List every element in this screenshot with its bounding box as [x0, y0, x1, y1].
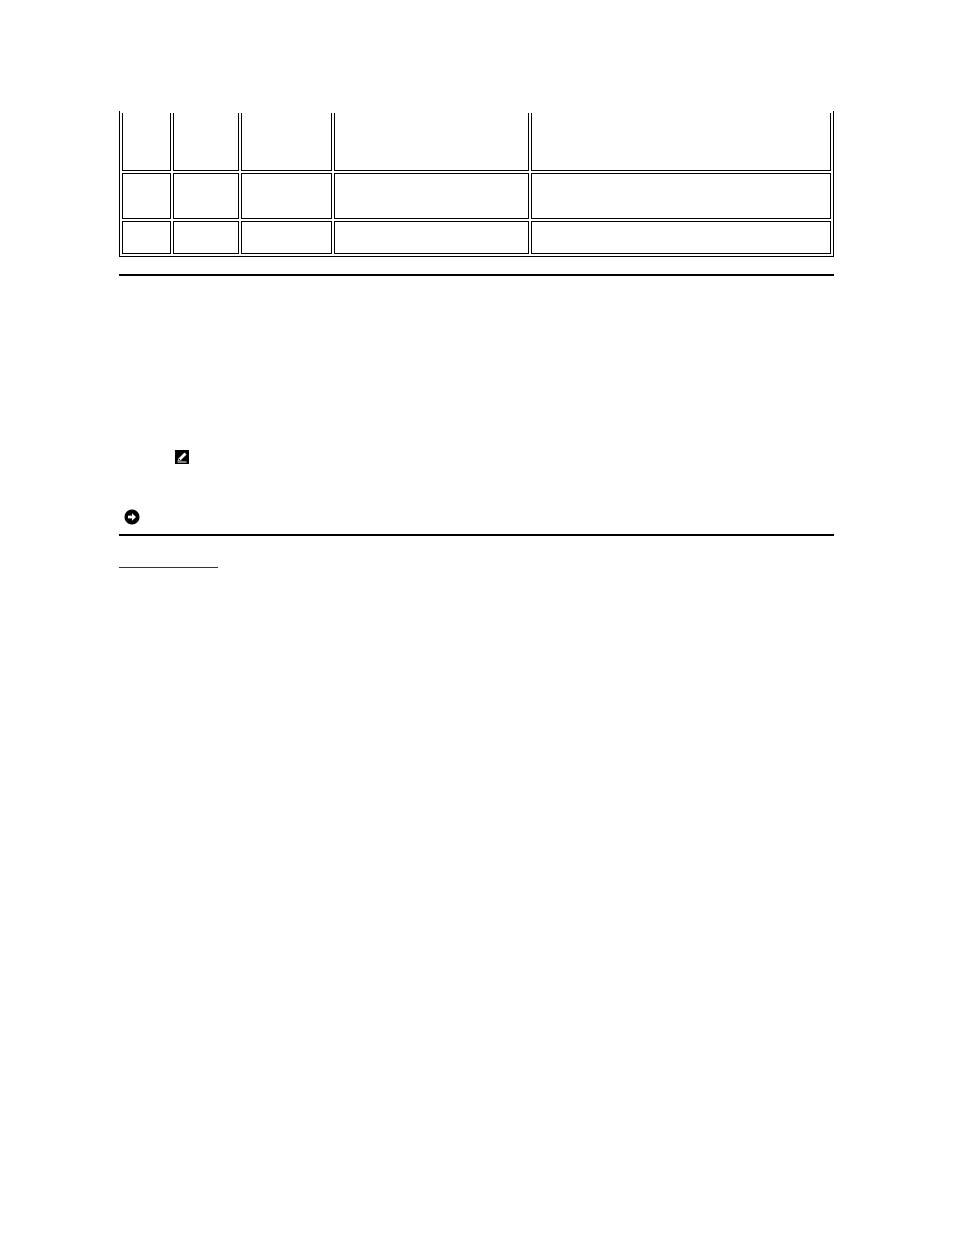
section-divider	[119, 274, 834, 276]
table-row	[122, 173, 831, 219]
table-cell	[531, 173, 831, 219]
table-cell	[241, 113, 332, 171]
table-cell	[334, 221, 529, 254]
table-cell	[122, 221, 171, 254]
table-row	[122, 221, 831, 254]
table-cell	[241, 221, 332, 254]
table-cell	[122, 173, 171, 219]
table-cell	[531, 221, 831, 254]
table-cell	[531, 113, 831, 171]
table-cell	[334, 173, 529, 219]
table-cell	[173, 221, 239, 254]
table-cell	[173, 113, 239, 171]
note-pencil-icon	[175, 450, 189, 464]
table-cell	[241, 173, 332, 219]
table-row	[122, 113, 831, 171]
table-cell	[122, 113, 171, 171]
table-cell	[173, 173, 239, 219]
section-divider	[119, 534, 834, 536]
spec-table	[119, 111, 834, 257]
notice-arrow-icon	[124, 509, 140, 525]
table-cell	[334, 113, 529, 171]
back-to-contents-link[interactable]	[119, 551, 218, 568]
